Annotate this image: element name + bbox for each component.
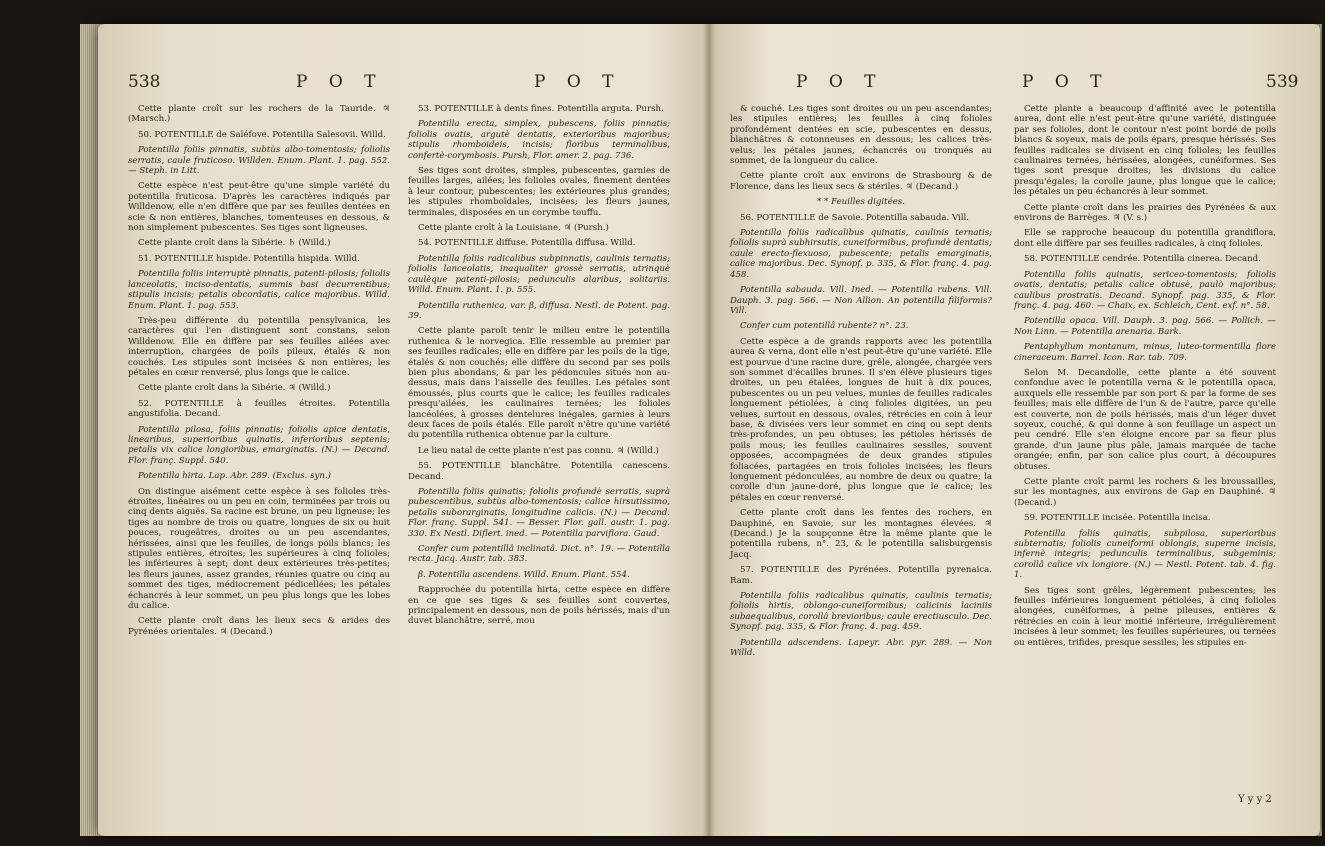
paragraph: Cette espèce n'est peut-être qu'une simple variété du potentilla fruticosa. D'après les caractères indiqués par Willdenow, elle n'en diffère que par ses feuilles dentées en scie & non entières, blanches, tomenteuses en dessous, & non simplement pubescentes. Ses tiges sont ligneuses. [128,181,390,234]
right-head-title-2: P O T [1022,72,1110,92]
paragraph: Cette plante croît dans les lieux secs & arides des Pyrénées orientales. ♃ (Decand.) [128,616,390,637]
paragraph: & couché. Les tiges sont droites ou un peu ascendantes; les stipules entières; les feuilles à cinq folioles profondément dentées en scie, pubescentes en dessus, blanchâtres & cotonneuses en dessous; les calices très-velus; les pétales jaunes, échancrés ou tronqués au sommet, de la longueur du calice. [730,104,992,167]
paragraph: Potentilla ruthenica, var. β, diffusa. Nestl. de Potent. pag. 39. [408,300,670,321]
left-column-1 [128,104,390,642]
paragraph: Potentilla foliis quinatis; foliolis profundè serratis, suprà pubescentibus, subtùs albo-tomentosis; calice hirsutissimo, petalis suborarginatis, longitudine calicis. (N.) — Decand. Flor. franç. Suppl. 541. — Besser. Flor. gall. austr. 1. pag. 330. Ex Nestl. Diflert. ined. — Potentilla parviflora. Gaud. [408,487,670,539]
paragraph: Cette plante croît dans les prairies des Pyrénées & aux environs de Barrèges. ♃ (V. s.) [1014,202,1276,224]
paragraph: 50. POTENTILLE de Saléfove. Potentilla Salesovii. Willd. [138,129,386,140]
paragraph: Le lieu natal de cette plante n'est pas connu. ♃ (Willd.) [418,445,659,456]
right-page [718,24,1308,836]
paragraph: 59. POTENTILLE incisée. Potentilla incisa. [1024,513,1211,524]
paragraph: 54. POTENTILLE diffuse. Potentilla diffusa. Willd. [418,238,636,249]
paragraph: 53. POTENTILLE à dents fines. Potentilla arguta. Pursh. [418,104,664,114]
paragraph: Cette espèce a de grands rapports avec les potentilla aurea & verna, dont elle n'est peut-être qu'une variété. Elle est pourvue d'une racine dure, grêle, alongée, chargée vers son sommet d'écailles brunes. Il s'en élève plusieurs tiges droites, un peu étalées, longues de huit à dix pouces, pubescentes ou un peu velues, munies de feuilles radicales longuement pétiolées, à cinq folioles digitées, un peu velues, surtout en dessous, ovales, rétrécies en coin à leur base, & divisées vers leur sommet en cinq ou sept dents très-profondes, un peu obtuses; les pétioles hérissés de poils mous; les feuilles caulinaires sessiles, souvent opposées, accompagnées de deux grandes stipules foliacées, partagées en trois folioles incisées; les fleurs longuement pédonculées, au nombre de deux ou quatre; la corolle d'un jaune-doré, plus longue que le calice; les pétales en cœur renversé. [730,336,992,503]
right-column-1 [730,104,992,664]
paragraph: Potentilla hirta. Lap. Abr. 289. (Exclus. syn.) [138,471,331,482]
paragraph: Potentilla erecta, simplex, pubescens, foliis pinnatis; foliolis ovatis, argutè dentatis, exterioribus majoribus; stipulis rhomboideis, incisis; floribus terminalibus, confertè-corymbosis. Pursh, Flor. amer. 2. pag. 736. [408,119,670,161]
paragraph: Cette plante croît aux environs de Strasbourg & de Florence, dans les lieux secs & stériles. ♃ (Decand.) [730,171,992,192]
right-running-head [718,72,1308,102]
paragraph: Cette plante croît dans la Sibérie. ♃ (Willd.) [138,383,331,394]
paragraph: Potentilla foliis pinnatis, subtùs albo-tomentosis; foliolis serratis, caule fruticoso. Willden. Enum. Plant. 1. pag. 552. — Steph. in Litt. [128,145,390,177]
paragraph: * * Feuilles digitées. [817,197,905,208]
left-head-title: P O T [296,72,384,92]
paragraph: Potentilla pilosa, foliis pinnatis; foliolis apice dentatis, linearibus, superioribus quinatis, inferioribus septenis; petalis vix calice longioribus, emarginatis. (N.) — Decand. Flor. franç. Suppl. 540. [128,424,390,466]
paragraph: Cette plante a beaucoup d'affinité avec le potentilla aurea, dont elle n'est peut-être qu'une variété, distinguée par ses folioles, dont le contour n'est point bordé de poils blancs & soyeux, mais de poils épars, presque hérissés. Ses feuilles radicales se divisent en cinq folioles; les feuilles caulinaires ternées, hérissées, alongées, cunéiformes. Ses tiges sont presque droites; les divisions du calice presqu'égales; la corolle jaune, plus longue que le calice; les pétales un peu échancrés à leur sommet. [1014,104,1276,198]
paragraph: 51. POTENTILLE hispide. Potentilla hispida. Willd. [138,253,360,264]
paragraph: Potentilla foliis radicalibus subpinnatis, caulinis ternatis; foliolis lanceolatis, inaqualiter grossè serratis, utrinquè caulèque patenti-pilosis; pedunculis alaribus, solitariis. Willd. Enum. Plant. 1. p. 555. [408,253,670,296]
paragraph: Ses tiges sont droites, simples, pubescentes, garnies de feuilles larges, ailées; les folioles ovales, finement dentées à leur contour, pubescentes; les extérieures plus grandes; les stipules rhomboïdales, incisées; les fleurs jaunes, terminales, disposées en un corymbe touffu. [408,166,670,218]
paragraph: Ses tiges sont grêles, légèrement pubescentes; les feuilles inférieures longuement pétiolées, à cinq folioles alongées, cunéiformes, à peine pileuses, entières & rétrécies en coin à leur moitié inférieure, irrégulièrement incisées à leur sommet; les feuilles supérieures, ou ternées ou entières, trifides, presque sessiles; les stipules en- [1014,585,1276,648]
paragraph: Potentilla foliis quinatis, subpilosa, superioribus subternatis; foliolis cuneiformi oblongis, superne incisis, infernè integris; pedunculis terminalibus, subgeminis; corollâ calice vix longiore. (N.) — Nestl. Potent. tab. 4. fig. 1. [1014,528,1276,581]
paragraph: Très-peu différente du potentilla pensylvanica, les caractères qui l'en distinguent sont constans, selon Willdenow. Elle en diffère par ses feuilles ailées avec interruption, chargées de poils pileux, étalés & non couchés. Les stipules sont incisées & non entières; les pétales en cœur renversé, plus longs que le calice. [128,315,390,378]
paragraph: 57. POTENTILLE des Pyrénées. Potentilla pyrenaica. Ram. [730,565,992,586]
paragraph: Potentilla sabauda. Vill. Ined. — Potentilla rubens. Vill. Dauph. 3. pag. 566. — Non Allion. An potentilla filiformis? Vill. [730,285,992,316]
paragraph: Potentilla foliis radicalibus quinatis, caulinis ternatis; foliolis hirtis, oblongo-cuneiformibus; calicinis laciniis subaequalibus, corollâ brevioribus; caule erectiusculo. Dec. Synopf. pag. 335, & Flor. franç. 4. pag. 459. [730,591,992,633]
paragraph: Elle se rapproche beaucoup du potentilla grandiflora, dont elle diffère par ses feuilles radicales, à cinq folioles. [1014,228,1276,249]
paragraph: On distingue aisément cette espèce à ses folioles très-étroites, linéaires ou un peu en coin, terminées par trois ou cinq dents aiguës. Sa racine est brune, un peu ligneuse; les tiges au nombre de trois ou quatre, longues de six ou huit pouces, rougeâtres, droites ou un peu ascendantes, hérissées, ainsi que les feuilles, de longs poils blancs; les stipules entières, étroites; les supérieures à cinq folioles; les inférieures à sept; dont deux extérieures très-petites; les fleurs jaunes, assez grandes, réunies quatre ou cinq au sommet des tiges, médiocrement pédicellées; les pétales échancrés à leur sommet, un peu plus longs que les lobes du calice. [128,486,390,612]
paragraph: Cette plante croît dans la Sibérie. ♄ (Willd.) [138,238,331,249]
paragraph: Potentilla foliis interruptè pinnatis, patenti-pilosis; foliolis lanceolatis, inciso-dentatis, summis basi decurrentibus; stipulis incisis; petalis obcordatis, calice majoribus. Willd. Enum. Plant. 1. pag. 553. [128,269,390,311]
paragraph: 58. POTENTILLE cendrée. Potentilla cinerea. Decand. [1024,254,1261,265]
paragraph: Cette plante paroît tenir le milieu entre le potentilla ruthenica & le norvegica. Elle ressemble au premier par ses feuilles radicales; elle en diffère par les poils de la tige, étalés & non couchés; elle diffère du second par ses poils bien plus abondans, & par les pédoncules situés non au-dessus, mais dans l'aisselle des feuilles. Les pétales sont émoussés, plus courts que le calice; les feuilles radicales presqu'ailées, les caulinaires ternées; les folioles lancéolées, à grosses dentelures inégales, garnies à leurs deux faces de poils étalés. Elle paroît n'être qu'une variété du potentilla ruthenica obtenue par la culture. [408,326,670,441]
right-column-2 [1014,104,1276,653]
paragraph: Potentilla foliis radicalibus quinatis, caulinis ternatis; foliolis suprà subhirsutis, cuneiformibus, profundè dentatis; caule erecto-flexuoso, pubescente; petalis emarginatis, calice majoribus. Dec. Synopf. p. 335, & Flor. franç. 4. pag. 458. [730,228,992,280]
paragraph: Confer cum potentillâ inclinatâ. Dict. n°. 19. — Potentilla recta. Jacq. Austr. tab. 383. [408,544,670,565]
paragraph: Cette plante croît sur les rochers de la Tauride. ♃ (Marsch.) [128,104,390,125]
paragraph: Cette plante croît dans les fentes des rochers, en Dauphiné, en Savoie, sur les montagnes élevées. ♃ (Decand.) Je la soupçonne être la même plante que le potentilla rubens, n°. 23, & le potentilla salisburgensis Jacq. [730,508,992,560]
paragraph: Potentilla foliis quinatis, sericeo-tomentosis; foliolis ovatis, dentatis; petalis calice obtusè, paulò majoribus; caulibus prostratis. Decand. Synopf. pag. 335, & Flor. franç. 4. pag. 460. — Chaix, ex. Schleich, Cent. exf. n°. 58. [1014,269,1276,311]
paragraph: β. Potentilla ascendens. Willd. Enum. Plant. 554. [418,569,630,580]
left-head-title-2: P O T [534,72,622,92]
paragraph: 55. POTENTILLE blanchâtre. Potentilla canescens. Decand. [408,461,670,482]
right-page-number: 539 [1266,72,1299,92]
paragraph: Pentaphyllum montanum, minus, luteo-tormentilla flore cineraceum. Barrel. Icon. Rar. tab. 709. [1014,342,1276,363]
left-page [110,24,698,836]
right-head-title: P O T [796,72,884,92]
paragraph: Selon M. Decandolle, cette plante a été souvent confondue avec le potentilla verna & le potentilla opaca, auxquels elle ressemble par son port & par la forme de ses feuilles; mais elle diffère de l'un & de l'autre, parce qu'elle est couverte, non de poils hérissés, mais d'un léger duvet soyeux, couché, & qui donne à son feuillage un aspect un peu cendré. Elle s'en éloigne encore par sa fleur plus grande, d'un jaune plus pâle, jamais marquée de tache orangée; enfin, par son calice plus court, à découpures obtuses. [1014,367,1276,472]
paragraph: Confer cum potentillâ rubente? n°. 23. [740,321,909,332]
book-spread [98,24,1320,836]
paragraph: 52. POTENTILLE à feuilles étroites. Potentilla angustifolia. Decand. [128,398,390,420]
left-running-head [110,72,698,102]
left-page-number: 538 [128,72,161,92]
paragraph: Potentilla opaca. Vill. Dauph. 3. pag. 566. — Pollich. — Non Linn. — Potentilla arenaria. Bark. [1014,316,1276,337]
paragraph: 56. POTENTILLE de Savoie. Potentilla sabauda. Vill. [740,212,970,223]
left-column-2 [408,104,670,632]
paragraph: Rapprochée du potentilla hirta, cette espèce en diffère en ce que ses tiges & ses feuilles sont couvertes, principalement en dessous, non de poils hérissés, mais d'un duvet blanchâtre, serré, mou [408,585,670,627]
paragraph: Cette plante croît à la Louisiane. ♃ (Pursh.) [418,223,609,234]
paragraph: Cette plante croît parmi les rochers & les broussailles, sur les montagnes, aux environs de Gap en Dauphiné. ♃ (Decand.) [1014,477,1276,508]
signature-mark: Y y y 2 [1238,794,1272,805]
paragraph: Potentilla adscendens. Lapeyr. Abr. pyr. 289. — Non Willd. [730,637,992,659]
